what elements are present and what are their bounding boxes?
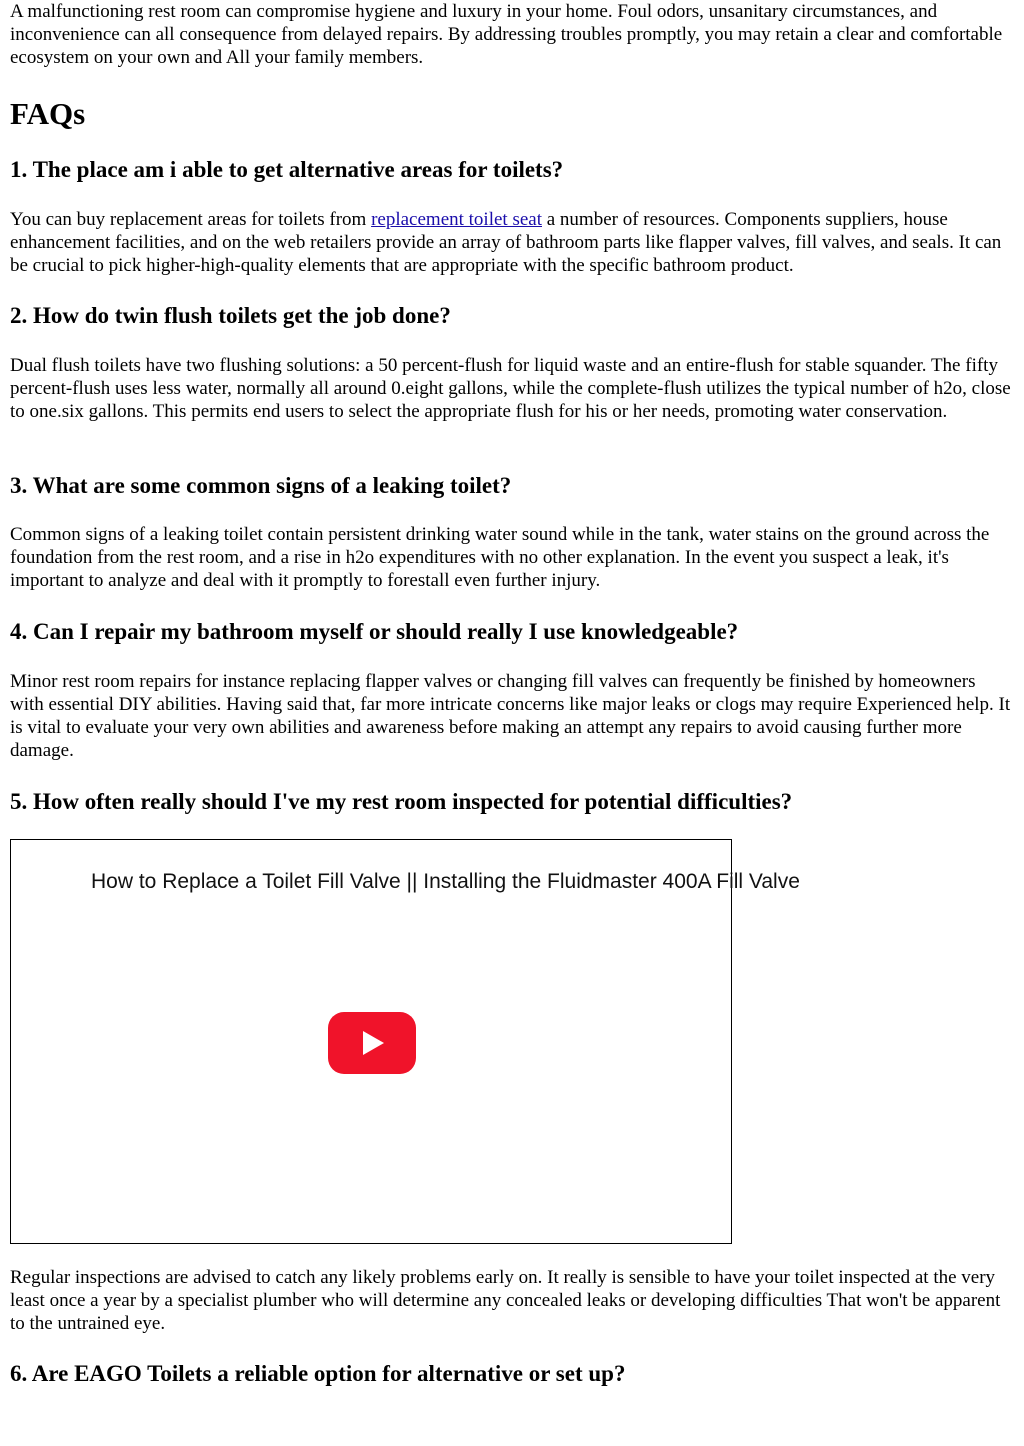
intro-paragraph: A malfunctioning rest room can compromise hygiene and luxury in your home. Foul odors, unsanitary circumstances, and inconvenience can all consequence from delayed repairs. By addressing troubles promptly, you may retain a clear and comfortable ecosystem on your own and All your family members. [10, 1, 1003, 68]
faq-answer-1-text-a: You can buy replacement areas for toilets from [10, 209, 372, 230]
faq-question-5: 5. How often really should I've my rest room inspected for potential difficulties? [10, 789, 793, 814]
faq-answer-4: Minor rest room repairs for instance replacing flapper valves or changing fill valves can frequently be finished by homeowners with essential DIY abilities. Having said that, far more intricate concerns like major leaks or clogs may require Experienced help. It is vital to evaluate your very own abilities and awareness before making an attempt any repairs to avoid causing further more damage. [10, 671, 1011, 761]
faq-answer-3: Common signs of a leaking toilet contain persistent drinking water sound while in the tank, water stains on the ground across the foundation from the rest room, and a rise in h2o expenditures with no other explanation. In the event you suspect a leak, it's important to analyze and deal with it promptly to forestall even further injury. [10, 524, 990, 591]
faq-answer-2: Dual flush toilets have two flushing solutions: a 50 percent-flush for liquid waste and an entire-flush for stable squander. The fifty percent-flush uses less water, normally all around 0.eight gallons, while the complete-flush utilizes the typical number of h2o, close to one.six gallons. This permits end users to select the appropriate flush for his or her needs, promoting water conservation. [10, 355, 1011, 422]
video-title[interactable]: How to Replace a Toilet Fill Valve || Installing the Fluidmaster 400A Fill Valve [91, 870, 800, 893]
replacement-toilet-seat-link[interactable]: replacement toilet seat [371, 209, 542, 230]
faq-answer-5: Regular inspections are advised to catch any likely problems early on. It really is sensible to have your toilet inspected at the very least once a year by a specialist plumber who will determine any concealed leaks or developing difficulties That won't be apparent to the untrained eye. [10, 1267, 1001, 1334]
faq-answer-1 [10, 208, 1014, 277]
faq-question-1: 1. The place am i able to get alternative areas for toilets? [10, 157, 564, 182]
faq-question-4: 4. Can I repair my bathroom myself or should really I use knowledgeable? [10, 619, 739, 644]
faq-answer-1-text-b: a number of resources. Components suppliers, house enhancement facilities, and on the web retailers provide an array of bathroom parts like flapper valves, fill valves, and seals. It can be crucial to pick higher-high-quality elements that are appropriate with the specific bathroom product. [10, 209, 1002, 276]
video-embed[interactable] [10, 839, 800, 1244]
faq-question-3: 3. What are some common signs of a leaking toilet? [10, 473, 512, 498]
faqs-heading: FAQs [10, 96, 86, 131]
faq-question-2: 2. How do twin flush toilets get the job done? [10, 303, 451, 328]
play-icon [363, 1031, 384, 1055]
faq-question-6: 6. Are EAGO Toilets a reliable option for alternative or set up? [10, 1361, 626, 1386]
play-button[interactable] [328, 1012, 416, 1074]
